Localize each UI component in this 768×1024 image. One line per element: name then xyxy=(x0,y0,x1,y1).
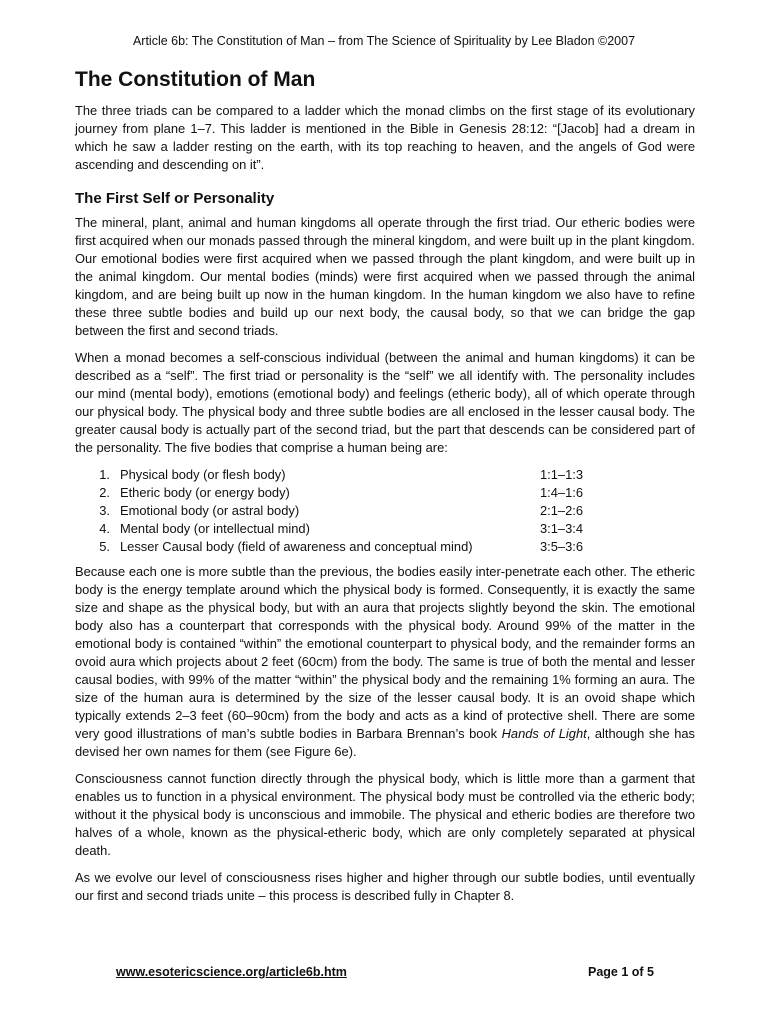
list-item xyxy=(75,484,695,502)
paragraph-consciousness: Consciousness cannot function directly through the physical body, which is little more than a garment that enables us to function in a physical environment. The physical body must be controlled via the etheric body; without it the physical body is unconscious and immobile. The physical and etheric bodies are therefore two halves of a whole, known as the physical-etheric body, which are only completely separated at physical death. xyxy=(75,771,695,858)
paragraph-text: , although she has devised her own names for them (see Figure 6e). xyxy=(75,726,695,759)
bodies-list xyxy=(75,466,695,556)
page-number: Page 1 of 5 xyxy=(588,965,654,979)
list-number: 5. xyxy=(99,539,110,554)
section-heading: The First Self or Personality xyxy=(75,190,275,207)
list-label: Etheric body (or energy body) xyxy=(120,485,290,500)
list-number: 2. xyxy=(99,485,110,500)
footer-url-link[interactable]: www.esotericscience.org/article6b.htm xyxy=(116,965,347,979)
paragraph-self: When a monad becomes a self-conscious individual (between the animal and human kingdoms) it can be described as a “self”. The first triad or personality is the “self” we all identify with. The personality includes our mind (mental body), emotions (emotional body) and feelings (etheric body), all of which operate through our physical body. The physical body and three subtle bodies are all enclosed in the lesser causal body. The greater causal body is actually part of the second triad, but the part that descends can be considered part of the personality. The five bodies that comprise a human being are: xyxy=(75,350,695,455)
paragraph-evolution: As we evolve our level of consciousness rises higher and higher through our subtle bodies, until eventually our first and second triads unite – this process is described fully in Chapter 8. xyxy=(75,870,695,903)
list-item xyxy=(75,520,695,538)
paragraph-kingdoms: The mineral, plant, animal and human kingdoms all operate through the first triad. Our etheric bodies were first acquired when our monads passed through the mineral kingdom, and were built up in the plant kingdom. Our emotional bodies were first acquired when we passed through the plant kingdom, and were built up in the animal kingdom. Our mental bodies (minds) were first acquired when we passed through the animal kingdom, and are being built up now in the human kingdom. In the human kingdom we also have to refine these three subtle bodies and build up our next body, the causal body, so that we can bridge the gap between the first and second triads. xyxy=(75,215,695,338)
list-item xyxy=(75,502,695,520)
list-range: 1:1–1:3 xyxy=(540,467,584,482)
list-item xyxy=(75,538,695,556)
list-label: Mental body (or intellectual mind) xyxy=(120,521,310,536)
paragraph-text: Because each one is more subtle than the previous, the bodies easily inter-penetrate each other. The etheric body is the energy template around which the physical body is formed. Consequently, it is exactly the same size and shape as the physical body, but with an aura that projects slightly beyond the skin. The emotional body also has a counterpart that corresponds with the physical body. Around 99% of the matter in the emotional body is contained “within” the emotional counterpart to physical body, and the remainder forms an ovoid aura which projects about 2 feet (60cm) from the body. The same is true of both the mental and lesser causal bodies, with 99% of the matter “within” the physical body and the remaining 1% forming an aura. The size of the human aura is determined by the size of the lesser causal body. It is an ovoid shape which typically extends 2–3 feet (60–90cm) from the body and acts as a kind of protective shell. There are some very good illustrations of man’s subtle bodies in Barbara Brennan’s book xyxy=(75,564,695,741)
list-label: Emotional body (or astral body) xyxy=(120,503,300,518)
intro-paragraph: The three triads can be compared to a ladder which the monad climbs on the first stage of its evolutionary journey from plane 1–7. This ladder is mentioned in the Bible in Genesis 28:12: “[Jacob] had a dream in which he saw a ladder resting on the earth, with its top reaching to heaven, and the angels of God were ascending and descending on it”. xyxy=(75,103,695,172)
list-range: 1:4–1:6 xyxy=(540,485,584,500)
list-item xyxy=(75,466,695,484)
running-header: Article 6b: The Constitution of Man – from The Science of Spirituality by Lee Bladon ©2007 xyxy=(132,34,636,48)
list-label: Physical body (or flesh body) xyxy=(120,467,286,482)
list-range: 3:5–3:6 xyxy=(540,539,584,554)
book-title: Hands of Light xyxy=(501,726,587,741)
list-label: Lesser Causal body (field of awareness and conceptual mind) xyxy=(120,539,473,554)
article-title: The Constitution of Man xyxy=(75,68,316,91)
paragraph-subtle-bodies xyxy=(75,563,695,761)
list-number: 3. xyxy=(99,503,110,518)
list-range: 3:1–3:4 xyxy=(540,521,584,536)
list-number: 4. xyxy=(99,521,110,536)
list-number: 1. xyxy=(99,467,110,482)
article-body xyxy=(75,68,695,914)
list-range: 2:1–2:6 xyxy=(540,503,584,518)
